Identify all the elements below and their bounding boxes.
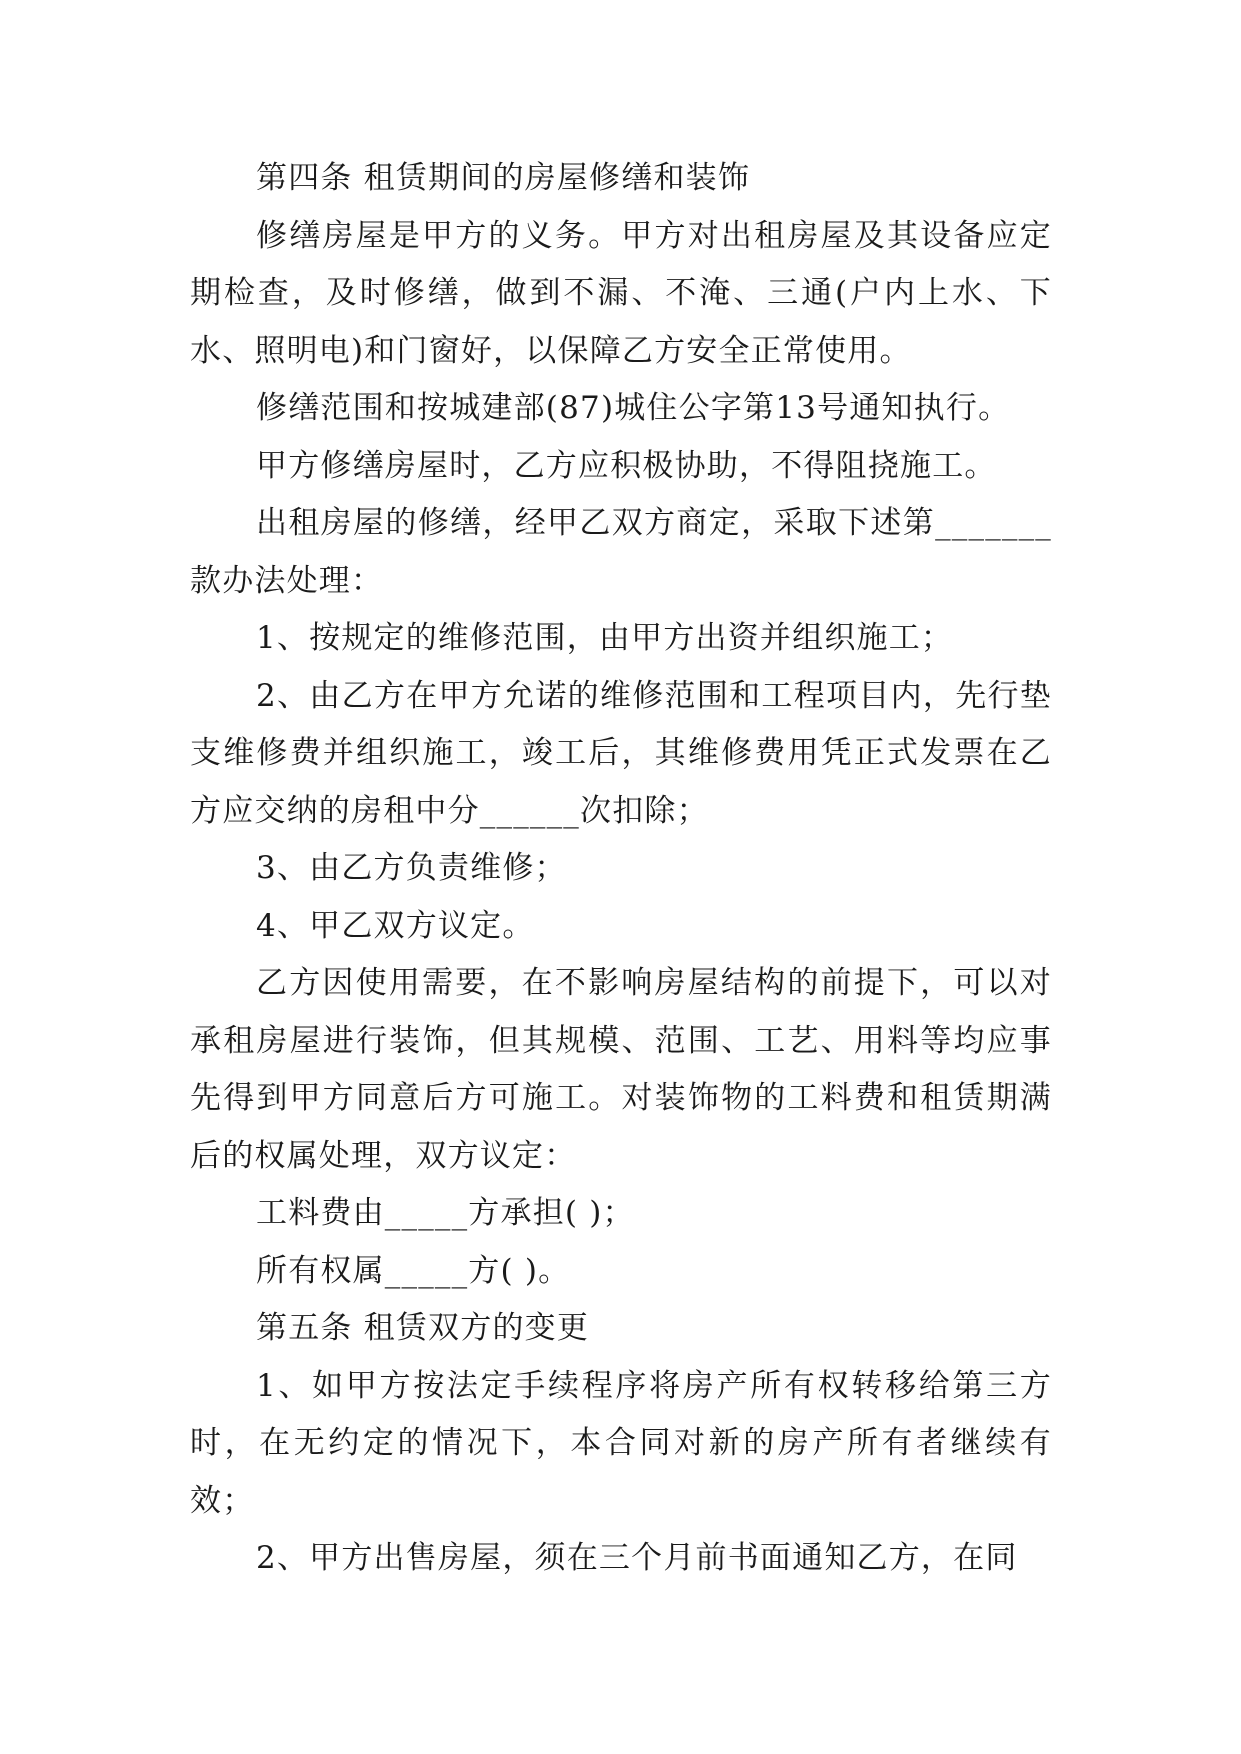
repair-scope-paragraph: 修缮范围和按城建部(87)城住公字第13号通知执行。 [256, 390, 1011, 426]
repair-option-3: 3、由乙方负责维修； [256, 850, 567, 886]
document-body [190, 150, 1052, 1588]
repair-option-2: 2、由乙方在甲方允诺的维修范围和工程项目内，先行垫支维修费并组织施工，竣工后，其维修费用凭正式发票在乙方应交纳的房租中分______次扣除； [190, 677, 1052, 829]
repair-option-4: 4、甲乙双方议定。 [256, 907, 535, 944]
repair-method-paragraph: 出租房屋的修缮，经甲乙双方商定，采取下述第_______款办法处理： [190, 505, 1052, 599]
change-clause-2: 2、甲方出售房屋，须在三个月前书面通知乙方，在同 [256, 1540, 1018, 1576]
ownership-line: 所有权属_____方( )。 [256, 1252, 571, 1289]
material-cost-line: 工料费由_____方承担( )； [256, 1195, 635, 1231]
repair-obligation-paragraph: 修缮房屋是甲方的义务。甲方对出租房屋及其设备应定期检查，及时修缮，做到不漏、不淹、三通(户内上水、下水、照明电)和门窗好，以保障乙方安全正常使用。 [190, 217, 1052, 369]
repair-option-1: 1、按规定的维修范围，由甲方出资并组织施工； [256, 620, 954, 656]
repair-cooperation-paragraph: 甲方修缮房屋时，乙方应积极协助，不得阻挠施工。 [256, 447, 997, 484]
article-5-heading: 第五条 租赁双方的变更 [256, 1310, 590, 1346]
change-clause-1: 1、如甲方按法定手续程序将房产所有权转移给第三方时，在无约定的情况下，本合同对新的房产所有者继续有效； [190, 1367, 1052, 1519]
article-4-heading: 第四条 租赁期间的房屋修缮和装饰 [256, 160, 751, 196]
decoration-paragraph: 乙方因使用需要，在不影响房屋结构的前提下，可以对承租房屋进行装饰，但其规模、范围、工艺、用料等均应事先得到甲方同意后方可施工。对装饰物的工料费和租赁期满后的权属处理，双方议定： [190, 965, 1052, 1174]
